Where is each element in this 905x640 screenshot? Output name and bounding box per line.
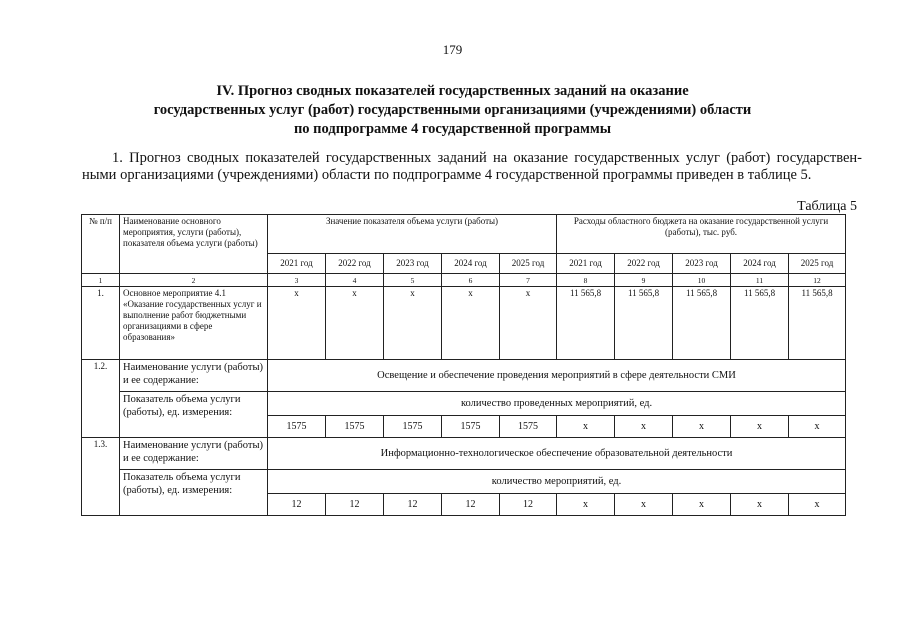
service-label: Наименование услуги (работы) и ее содержание: [120,438,268,470]
table-row-1-3-service [82,438,846,470]
value-cell: 1575 [268,416,326,438]
value-cell: х [673,416,731,438]
paragraph-line-1: 1. Прогноз сводных показателей государственных заданий на оказание государственных услуг (работ) государствен- [112,150,862,166]
value-cell: 11 565,8 [673,287,731,360]
header-name: Наименование основного мероприятия, услуги (работы), показателя объема услуги (работы) [120,215,268,274]
year-cell: 2024 год [442,254,500,274]
year-cell: 2025 год [500,254,557,274]
value-cell: х [615,416,673,438]
value-cell: х [673,494,731,516]
value-cell: 1575 [326,416,384,438]
value-cell: х [500,287,557,360]
value-cell: 1575 [500,416,557,438]
value-cell: 12 [384,494,442,516]
index-cell: 1 [82,274,120,287]
page-number: 179 [442,42,463,57]
value-cell: 11 565,8 [615,287,673,360]
index-cell: 11 [731,274,789,287]
value-cell: 12 [442,494,500,516]
index-cell: 3 [268,274,326,287]
index-cell: 5 [384,274,442,287]
indicator-label: Показатель объема услуги (работы), ед. измерения: [120,392,268,438]
table-caption: Таблица 5 [797,199,857,214]
value-cell: 12 [268,494,326,516]
heading-line-3: по подпрограмме 4 государственной программы [293,121,612,137]
row-num: 1.2. [82,360,120,438]
value-cell: х [384,287,442,360]
value-cell: х [731,494,789,516]
indicator-text: количество мероприятий, ед. [268,470,846,494]
value-cell: х [557,416,615,438]
header-budget-group: Расходы областного бюджета на оказание государственной услуги (работы), тыс. руб. [557,215,846,254]
year-cell: 2024 год [731,254,789,274]
value-cell: х [789,416,846,438]
year-cell: 2022 год [326,254,384,274]
year-cell: 2021 год [557,254,615,274]
row-name: Основное мероприятие 4.1 «Оказание государственных услуг и выполнение работ бюджетными организациями в сфере образования» [120,287,268,360]
value-cell: 11 565,8 [789,287,846,360]
table-row-1-2-service [82,360,846,392]
index-cell: 10 [673,274,731,287]
heading-line-1: IV. Прогноз сводных показателей государственных заданий на оказание [216,83,689,99]
section-heading [60,82,845,139]
value-cell: х [731,416,789,438]
header-num: № п/п [82,215,120,274]
table-row-1-2-indicator [82,392,846,416]
value-cell: х [789,494,846,516]
index-cell: 2 [120,274,268,287]
index-cell: 8 [557,274,615,287]
value-cell: 1575 [384,416,442,438]
indicator-label: Показатель объема услуги (работы), ед. измерения: [120,470,268,516]
value-cell: х [326,287,384,360]
index-cell: 6 [442,274,500,287]
index-cell: 9 [615,274,673,287]
year-cell: 2022 год [615,254,673,274]
index-cell: 12 [789,274,846,287]
value-cell: х [442,287,500,360]
indicator-text: количество проведенных мероприятий, ед. [268,392,846,416]
service-text: Освещение и обеспечение проведения мероприятий в сфере деятельности СМИ [268,360,846,392]
table-header-row [82,215,846,254]
value-cell: х [615,494,673,516]
heading-line-2: государственных услуг (работ) государственными организациями (учреждениями) области [153,102,752,118]
table-row-1-3-indicator [82,470,846,494]
forecast-table [81,214,846,516]
value-cell: 11 565,8 [731,287,789,360]
service-label: Наименование услуги (работы) и ее содержание: [120,360,268,392]
row-num: 1. [82,287,120,360]
value-cell: 11 565,8 [557,287,615,360]
value-cell: х [268,287,326,360]
header-volume-group: Значение показателя объема услуги (работы) [268,215,557,254]
value-cell: 1575 [442,416,500,438]
value-cell: 12 [326,494,384,516]
table-row-1 [82,287,846,360]
service-text: Информационно-технологическое обеспечение образовательной деятельности [268,438,846,470]
value-cell: 12 [500,494,557,516]
row-num: 1.3. [82,438,120,516]
value-cell: х [557,494,615,516]
index-cell: 7 [500,274,557,287]
year-cell: 2023 год [384,254,442,274]
year-cell: 2021 год [268,254,326,274]
table-index-row [82,274,846,287]
year-cell: 2025 год [789,254,846,274]
index-cell: 4 [326,274,384,287]
intro-paragraph [82,150,862,184]
year-cell: 2023 год [673,254,731,274]
paragraph-line-2: ными организациями (учреждениями) области по подпрограмме 4 государственной программы приведен в таблице 5. [82,167,812,183]
